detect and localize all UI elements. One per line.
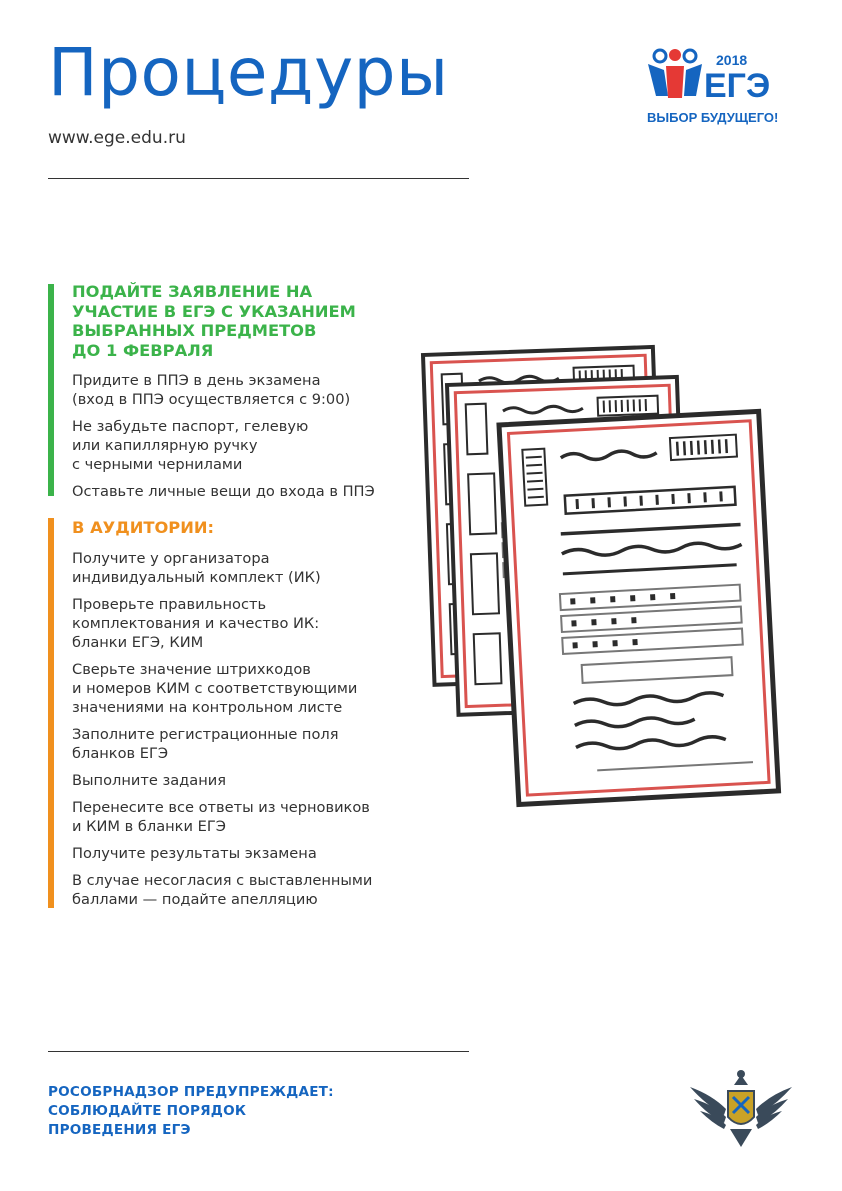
- list-item: Заполните регистрационные поля бланков ЕГЭ: [72, 725, 339, 762]
- rosobrnadzor-warning: РОСОБРНАДЗОР ПРЕДУПРЕЖДАЕТ: СОБЛЮДАЙТЕ ПОРЯДОК ПРОВЕДЕНИЯ ЕГЭ: [48, 1084, 334, 1138]
- ege-logo: [646, 46, 806, 128]
- list-item: Получите у организатора индивидуальный комплект (ИК): [72, 549, 321, 586]
- logo-name: ЕГЭ: [704, 67, 771, 105]
- top-divider: [48, 178, 469, 179]
- site-url[interactable]: www.ege.edu.ru: [48, 128, 186, 148]
- logo-year: 2018: [716, 52, 748, 68]
- page-title: Процедуры: [48, 34, 449, 111]
- list-item: В случае несогласия с выставленными баллами — подайте апелляцию: [72, 871, 373, 908]
- list-item: Придите в ППЭ в день экзамена (вход в ППЭ осуществляется с 9:00): [72, 372, 351, 408]
- list-item: Перенесите все ответы из черновиков и КИМ в бланки ЕГЭ: [72, 798, 370, 835]
- bottom-divider: [48, 1051, 469, 1052]
- rosobrnadzor-eagle-emblem-icon: [686, 1065, 796, 1149]
- list-item: Оставьте личные вещи до входа в ППЭ: [72, 483, 375, 500]
- ege-logo-icon: [646, 46, 806, 128]
- in-classroom-heading: В АУДИТОРИИ:: [72, 518, 214, 537]
- logo-slogan: ВЫБОР БУДУЩЕГО!: [647, 110, 779, 125]
- orange-accent-bar: [48, 518, 54, 908]
- before-exam-heading: ПОДАЙТЕ ЗАЯВЛЕНИЕ НА УЧАСТИЕ В ЕГЭ С УКАЗАНИЕМ ВЫБРАННЫХ ПРЕДМЕТОВ ДО 1 ФЕВРАЛЯ: [72, 282, 356, 360]
- list-item: Проверьте правильность комплектования и качество ИК: бланки ЕГЭ, КИМ: [72, 595, 320, 651]
- list-item: Сверьте значение штрихкодов и номеров КИМ с соответствующими значениями на контрольном листе: [72, 660, 358, 716]
- in-classroom-section: [48, 518, 408, 908]
- green-accent-bar: [48, 284, 54, 496]
- list-item: Получите результаты экзамена: [72, 844, 317, 862]
- before-exam-section: [48, 282, 408, 500]
- list-item: Не забудьте паспорт, гелевую или капиллярную ручку с черными чернилами: [72, 418, 309, 473]
- exam-sheets-illustration: [415, 325, 795, 825]
- exam-answer-sheets-sketch-icon: [415, 325, 795, 825]
- list-item: Выполните задания: [72, 771, 227, 789]
